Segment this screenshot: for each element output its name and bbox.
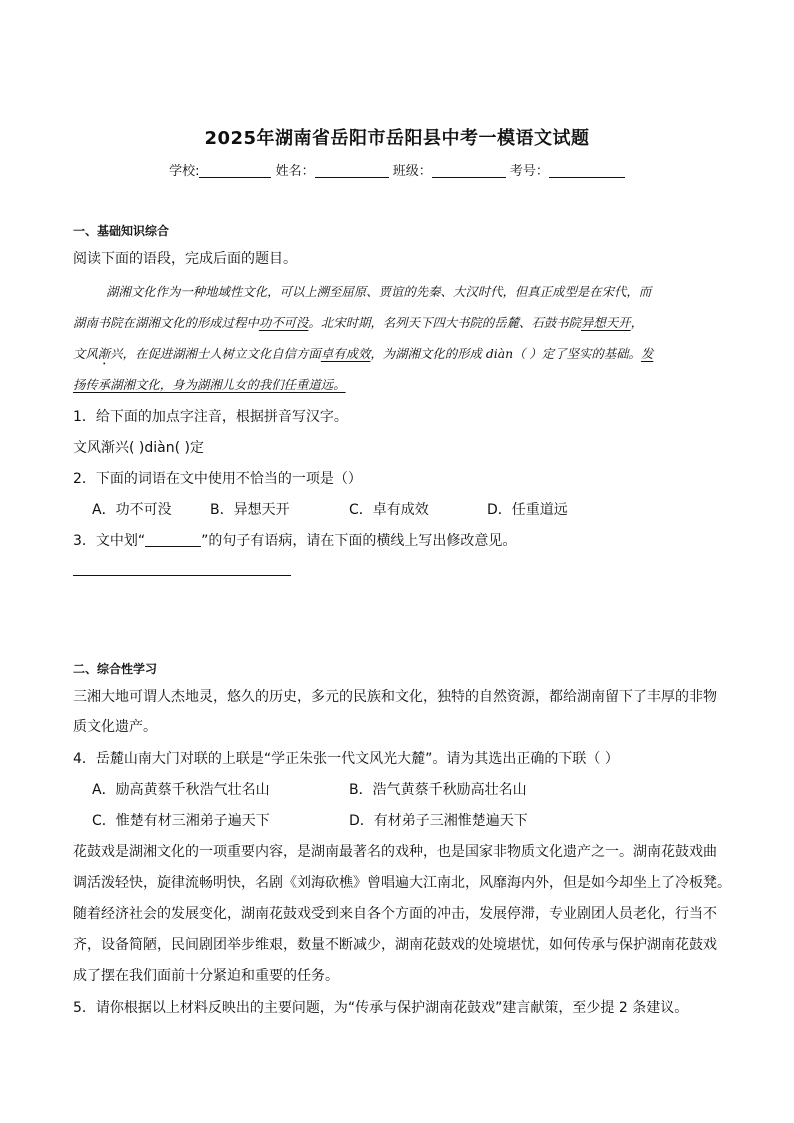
underlined-phrase: 异想天开 <box>581 315 631 330</box>
q2-option-a[interactable]: A．功不可没 <box>92 502 172 518</box>
passage-text: 文风 <box>73 346 98 361</box>
section2-heading: 二、综合性学习 <box>73 662 158 676</box>
passage-line-4 <box>73 375 723 393</box>
passage-text: ，为湖湘文化的形成 diàn（ ）定了坚实的基础。 <box>370 346 641 361</box>
paragraph-line-4: 齐，设备简陋，民间剧团举步维艰，数量不断减少，湖南花鼓戏的处境堪忧，如何传承与保护湖南花鼓戏 <box>73 937 717 953</box>
passage-text: ， <box>630 315 643 330</box>
passage-text: 。北宋时期，名列天下四大书院的岳麓、石鼓书院 <box>308 315 582 330</box>
q2-option-d[interactable]: D．任重道远 <box>487 502 568 518</box>
student-info-row <box>0 160 794 179</box>
paragraph-line-5: 成了摆在我们面前十分紧迫和重要的任务。 <box>73 968 339 984</box>
class-blank[interactable] <box>432 163 506 178</box>
section2-intro-line-2: 质文化遗产。 <box>73 719 157 735</box>
passage-line-1: 湖湘文化作为一种地域性文化，可以上溯至屈原、贾谊的先秦、大汉时代，但真正成型是在宋代，而 <box>106 284 652 299</box>
question-2: 2．下面的词语在文中使用不恰当的一项是（） <box>73 471 362 487</box>
underlined-phrase: 卓有成效 <box>320 346 371 361</box>
passage-text: 兴，在促进湖湘士人树立文化自信方面 <box>110 346 321 361</box>
question-1-answer-row: 文风渐兴( )diàn( )定 <box>73 440 204 456</box>
name-blank[interactable] <box>315 163 389 178</box>
name-label: 姓名： <box>275 164 315 179</box>
paragraph-line-3: 随着经济社会的发展变化，湖南花鼓戏受到来自各个方面的冲击，发展停滞，专业剧团人员老化，行当不 <box>73 906 717 922</box>
question-1: 1．给下面的加点字注音，根据拼音写汉字。 <box>73 409 348 425</box>
class-label: 班级： <box>392 164 432 179</box>
passage-line-2 <box>73 313 723 331</box>
section2-intro-line-1: 三湘大地可谓人杰地灵，悠久的历史，多元的民族和文化，独特的自然资源，都给湖南留下了丰厚的非物 <box>73 689 717 705</box>
q2-option-b[interactable]: B．异想天开 <box>210 502 290 518</box>
underline-mark-sample <box>145 534 201 547</box>
section1-intro: 阅读下面的语段，完成后面的题目。 <box>73 251 297 267</box>
underlined-sentence-start: 发 <box>640 346 654 361</box>
underlined-sentence: 扬传承湖湘文化，身为湖湘儿女的我们任重道远。 <box>73 377 346 392</box>
q3-text-end: ”的句子有语病，请在下面的横线上写出修改意见。 <box>201 533 517 549</box>
number-blank[interactable] <box>549 163 625 178</box>
q4-option-a[interactable]: A．励高黄蔡千秋浩气壮名山 <box>92 782 270 798</box>
q2-option-c[interactable]: C．卓有成效 <box>349 502 429 518</box>
section1-heading: 一、基础知识综合 <box>73 224 170 238</box>
school-blank[interactable] <box>199 163 271 178</box>
number-label: 考号： <box>509 164 549 179</box>
q4-option-d[interactable]: D．有材弟子三湘惟楚遍天下 <box>349 813 528 829</box>
passage-text: 湖南书院在湖湘文化的形成过程中 <box>73 315 259 330</box>
dotted-char: 渐 <box>97 346 111 361</box>
q3-answer-line[interactable] <box>73 575 291 576</box>
exam-title: 2025年湖南省岳阳市岳阳县中考一模语文试题 <box>204 128 590 149</box>
paragraph-line-1: 花鼓戏是湖湘文化的一项重要内容，是湖南最著名的戏种，也是国家非物质文化遗产之一。湖南花鼓戏曲 <box>73 844 717 860</box>
paragraph-line-2: 调活泼轻快，旋律流畅明快，名剧《刘海砍樵》曾唱遍大江南北，风靡海内外，但是如今却坐上了冷板凳。 <box>73 875 731 891</box>
underlined-phrase: 功不可没 <box>258 315 309 330</box>
q3-text-start: 3．文中划“ <box>73 533 146 549</box>
q4-option-b[interactable]: B．浩气黄蔡千秋励高壮名山 <box>349 782 527 798</box>
question-4: 4．岳麓山南大门对联的上联是“学正朱张一代文风光大麓”。请为其选出正确的下联（ ） <box>73 751 619 767</box>
question-3 <box>73 530 516 550</box>
question-5: 5．请你根据以上材料反映出的主要问题，为“传承与保护湖南花鼓戏”建言献策，至少提 2 条建议。 <box>73 1000 689 1016</box>
school-label: 学校: <box>169 164 200 179</box>
passage-line-3 <box>73 344 723 368</box>
q4-option-c[interactable]: C．惟楚有材三湘弟子遍天下 <box>92 813 270 829</box>
